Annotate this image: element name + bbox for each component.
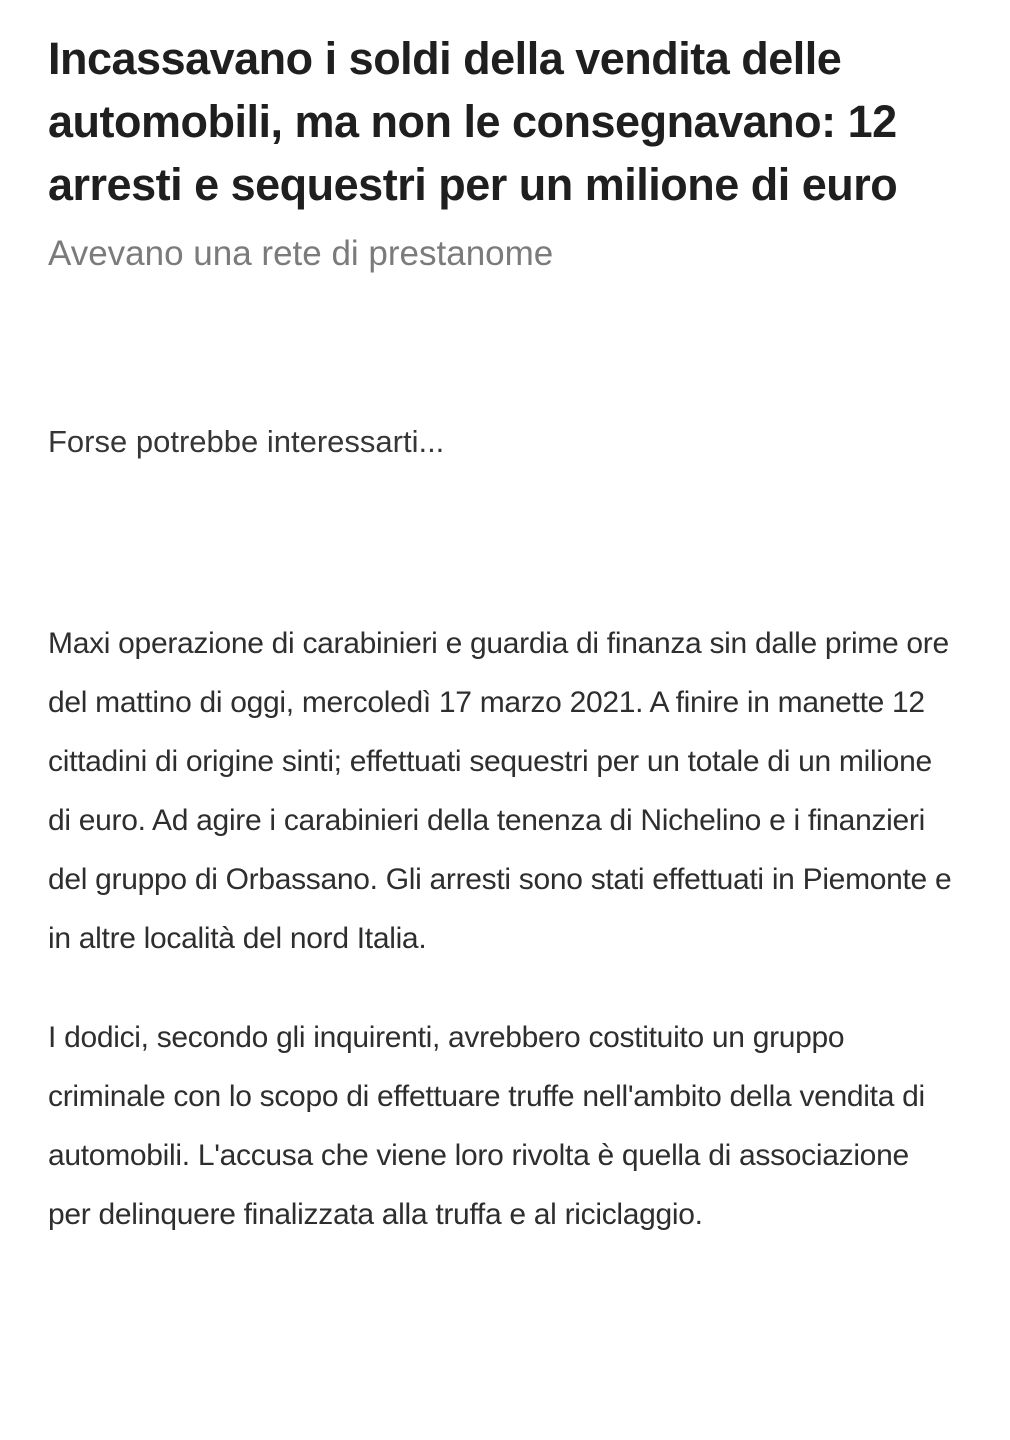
related-articles-heading: Forse potrebbe interessarti... [48, 424, 445, 459]
article-paragraph: I dodici, secondo gli inquirenti, avrebbero costituito un gruppo criminale con lo scopo di effettuare truffe nell'ambito della vendita di automobili. L'accusa che viene loro rivolta è quella di associazione per delinquere finalizzata alla truffa e al riciclaggio. [48, 1021, 925, 1231]
article-subtitle: Avevano una rete di prestanome [48, 234, 554, 273]
article-headline: Incassavano i soldi della vendita delle automobili, ma non le consegnavano: 12 arresti e sequestri per un milione di euro [48, 33, 898, 210]
article-paragraph: Maxi operazione di carabinieri e guardia di finanza sin dalle prime ore del mattino di oggi, mercoledì 17 marzo 2021. A finire in manette 12 cittadini di origine sinti; effettuati sequestri per un totale di un milione di euro. Ad agire i carabinieri della tenenza di Nichelino e i finanzieri del gruppo di Orbassano. Gli arresti sono stati effettuati in Piemonte e in altre località del nord Italia. [48, 627, 952, 955]
